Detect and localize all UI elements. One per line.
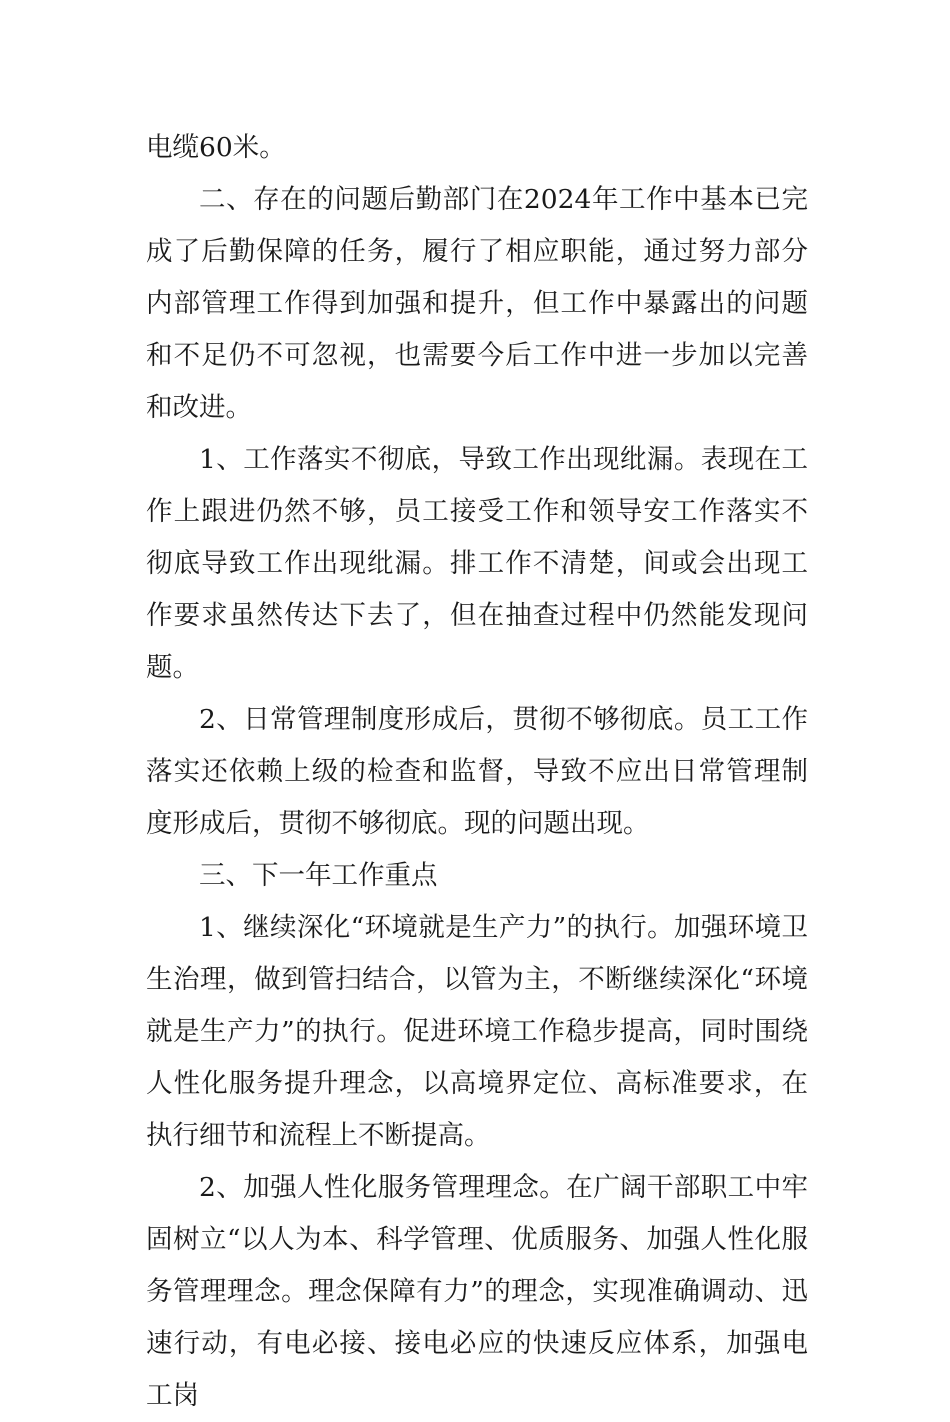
paragraph-existing-problems: 二、存在的问题后勤部门在2024年工作中基本已完成了后勤保障的任务，履行了相应职能，通过努力部分内部管理工作得到加强和提升，但工作中暴露出的问题和不足仍不可忽视，也需要今后工作中进一步加以完善和改进。 <box>146 184 808 423</box>
paragraph-problem-1: 1、工作落实不彻底，导致工作出现纰漏。表现在工作上跟进仍然不够，员工接受工作和领导安工作落实不彻底导致工作出现纰漏。排工作不清楚，间或会出现工作要求虽然传达下去了，但在抽查过程中仍然能发现问题。 <box>146 444 808 683</box>
paragraph-focus-1: 1、继续深化“环境就是生产力”的执行。加强环境卫生治理，做到管扫结合，以管为主，不断继续深化“环境就是生产力”的执行。促进环境工作稳步提高，同时围绕人性化服务提升理念，以高境界定位、高标准要求，在执行细节和流程上不断提高。 <box>146 912 808 1151</box>
paragraph-focus-2: 2、加强人性化服务管理理念。在广阔干部职工中牢固树立“以人为本、科学管理、优质服务、加强人性化服务管理理念。理念保障有力”的理念，实现准确调动、迅速行动，有电必接、接电必应的快速反应体系，加强电工岗 <box>146 1172 808 1411</box>
document-body <box>146 122 808 1422</box>
section-heading-next-year-focus: 三、下一年工作重点 <box>199 860 438 891</box>
paragraph-cable-length: 电缆60米。 <box>146 132 286 163</box>
paragraph-problem-2: 2、日常管理制度形成后，贯彻不够彻底。员工工作落实还依赖上级的检查和监督，导致不应出日常管理制度形成后，贯彻不够彻底。现的问题出现。 <box>146 704 808 839</box>
